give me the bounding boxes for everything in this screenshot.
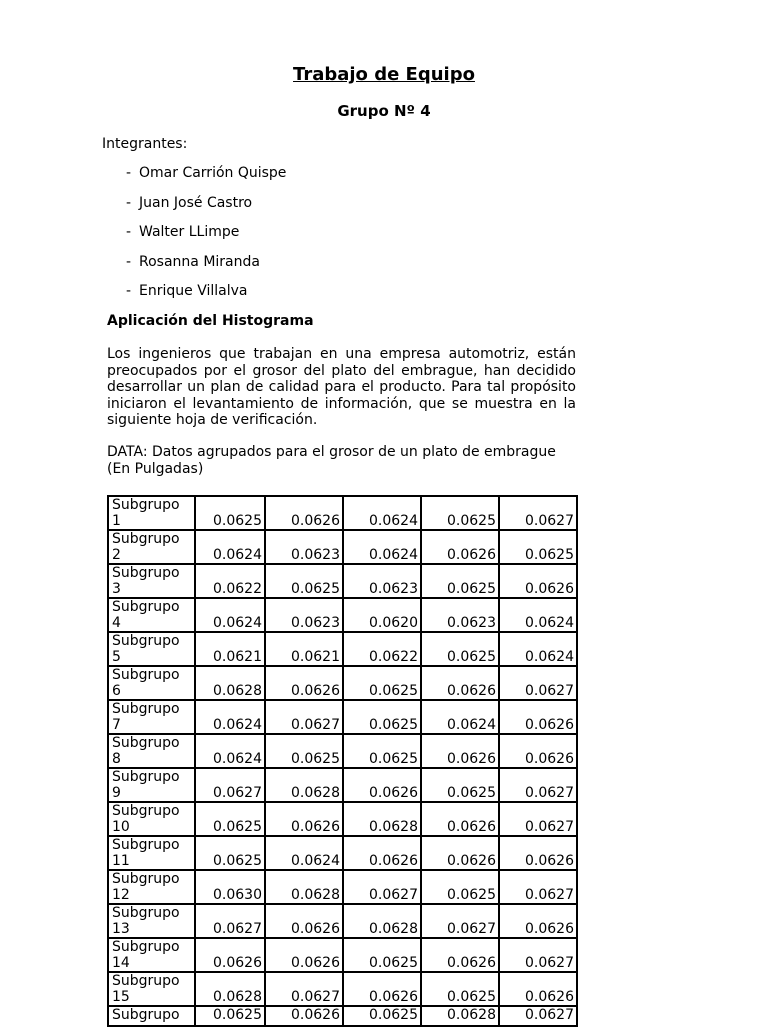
measurement-cell: 0.0626 bbox=[499, 972, 577, 1006]
measurement-cell: 0.0626 bbox=[265, 802, 343, 836]
measurement-cell: 0.0627 bbox=[499, 938, 577, 972]
measurement-cell: 0.0623 bbox=[265, 598, 343, 632]
subgroup-label: Subgrupo bbox=[112, 531, 180, 547]
measurement-cell: 0.0626 bbox=[265, 938, 343, 972]
measurement-cell: 0.0626 bbox=[421, 734, 499, 768]
table-row bbox=[108, 836, 577, 870]
subgroup-number: 4 bbox=[112, 615, 121, 631]
members-list bbox=[126, 165, 286, 313]
subgroup-label-cell bbox=[108, 1006, 195, 1026]
measurement-cell: 0.0626 bbox=[421, 802, 499, 836]
measurement-cell: 0.0626 bbox=[343, 836, 421, 870]
subgroup-label: Subgrupo bbox=[112, 837, 180, 853]
member-name: Omar Carrión Quispe bbox=[139, 165, 287, 181]
table-row bbox=[108, 768, 577, 802]
measurement-cell: 0.0627 bbox=[499, 870, 577, 904]
members-label: Integrantes: bbox=[102, 136, 188, 152]
subgroup-label: Subgrupo bbox=[112, 973, 180, 989]
measurement-cell: 0.0627 bbox=[499, 496, 577, 530]
measurement-cell: 0.0625 bbox=[421, 564, 499, 598]
measurement-cell: 0.0626 bbox=[499, 836, 577, 870]
measurement-cell: 0.0624 bbox=[265, 836, 343, 870]
subgroup-label-cell bbox=[108, 598, 195, 632]
subgroup-label-cell bbox=[108, 870, 195, 904]
measurement-cell: 0.0625 bbox=[195, 1006, 265, 1026]
subgroup-label: Subgrupo bbox=[112, 803, 180, 819]
measurement-cell: 0.0626 bbox=[499, 564, 577, 598]
measurement-cell: 0.0624 bbox=[195, 598, 265, 632]
measurement-cell: 0.0623 bbox=[343, 564, 421, 598]
measurement-cell: 0.0624 bbox=[499, 598, 577, 632]
member-item bbox=[126, 195, 286, 225]
measurement-cell: 0.0628 bbox=[343, 904, 421, 938]
measurement-cell: 0.0627 bbox=[499, 666, 577, 700]
measurement-cell: 0.0626 bbox=[265, 666, 343, 700]
measurement-cell: 0.0626 bbox=[499, 700, 577, 734]
measurement-cell: 0.0627 bbox=[195, 768, 265, 802]
measurement-cell: 0.0626 bbox=[265, 496, 343, 530]
subgroup-label-cell bbox=[108, 836, 195, 870]
subgroup-label-cell bbox=[108, 734, 195, 768]
subgroup-label-cell bbox=[108, 802, 195, 836]
measurement-cell: 0.0623 bbox=[265, 530, 343, 564]
bullet-dash: - bbox=[126, 194, 132, 211]
measurement-cell: 0.0625 bbox=[421, 632, 499, 666]
measurement-cell: 0.0624 bbox=[343, 530, 421, 564]
measurement-cell: 0.0630 bbox=[195, 870, 265, 904]
section-heading: Aplicación del Histograma bbox=[107, 313, 314, 329]
member-name: Enrique Villalva bbox=[139, 283, 248, 299]
subgroup-label: Subgrupo bbox=[112, 735, 180, 751]
measurement-cell: 0.0626 bbox=[265, 904, 343, 938]
table-row bbox=[108, 700, 577, 734]
table-row bbox=[108, 870, 577, 904]
measurement-cell: 0.0621 bbox=[195, 632, 265, 666]
measurement-cell: 0.0628 bbox=[343, 802, 421, 836]
subgroup-number: 5 bbox=[112, 649, 121, 665]
measurement-cell: 0.0622 bbox=[195, 564, 265, 598]
measurement-cell: 0.0627 bbox=[265, 972, 343, 1006]
member-item bbox=[126, 224, 286, 254]
subgroup-label: Subgrupo bbox=[112, 905, 180, 921]
subgroup-number: 1 bbox=[112, 513, 121, 529]
measurement-cell: 0.0625 bbox=[343, 734, 421, 768]
measurement-cell: 0.0626 bbox=[421, 666, 499, 700]
subgroup-label-cell bbox=[108, 530, 195, 564]
subgroup-number: 9 bbox=[112, 785, 121, 801]
subgroup-number: 14 bbox=[112, 955, 130, 971]
member-name: Rosanna Miranda bbox=[139, 253, 260, 270]
measurement-cell: 0.0627 bbox=[499, 1006, 577, 1026]
bullet-dash: - bbox=[126, 283, 132, 299]
measurement-cell: 0.0627 bbox=[265, 700, 343, 734]
subgroup-number: 3 bbox=[112, 581, 121, 597]
measurement-cell: 0.0625 bbox=[499, 530, 577, 564]
subgroup-label: Subgrupo bbox=[112, 667, 180, 683]
member-name: Walter LLimpe bbox=[139, 224, 240, 240]
measurement-cell: 0.0628 bbox=[265, 870, 343, 904]
table-row bbox=[108, 904, 577, 938]
measurement-cell: 0.0625 bbox=[421, 496, 499, 530]
subgroup-number: 13 bbox=[112, 921, 130, 937]
table-row bbox=[108, 972, 577, 1006]
data-caption: DATA: Datos agrupados para el grosor de un plato de embrague (En Pulgadas) bbox=[107, 444, 556, 477]
measurement-cell: 0.0628 bbox=[195, 666, 265, 700]
measurement-cell: 0.0620 bbox=[343, 598, 421, 632]
measurement-cell: 0.0626 bbox=[421, 836, 499, 870]
intro-paragraph: Los ingenieros que trabajan en una empresa automotriz, están preocupados por el grosor del plato del embrague, han decidido desarrollar un plan de calidad para el producto. Para tal propósito iniciaron el levantamiento de información, que se muestra en la siguiente hoja de verificación. bbox=[107, 346, 576, 428]
member-name: Juan José Castro bbox=[139, 194, 253, 211]
measurement-cell: 0.0626 bbox=[421, 530, 499, 564]
measurement-cell: 0.0627 bbox=[343, 870, 421, 904]
measurement-cell: 0.0622 bbox=[343, 632, 421, 666]
subgroup-label-cell bbox=[108, 700, 195, 734]
subgroup-label: Subgrupo bbox=[112, 599, 180, 615]
group-subtitle: Grupo Nº 4 bbox=[337, 102, 431, 120]
bullet-dash: - bbox=[126, 224, 132, 240]
table-row bbox=[108, 734, 577, 768]
measurement-cell: 0.0627 bbox=[421, 904, 499, 938]
data-table bbox=[107, 495, 578, 1027]
measurement-cell: 0.0625 bbox=[265, 564, 343, 598]
subgroup-label-cell bbox=[108, 632, 195, 666]
table-row bbox=[108, 632, 577, 666]
subgroup-label: Subgrupo bbox=[112, 939, 180, 955]
measurement-cell: 0.0628 bbox=[265, 768, 343, 802]
subgroup-number: 11 bbox=[112, 853, 130, 869]
measurement-cell: 0.0626 bbox=[421, 938, 499, 972]
table-row bbox=[108, 598, 577, 632]
subgroup-number: 15 bbox=[112, 989, 130, 1005]
measurement-cell: 0.0628 bbox=[421, 1006, 499, 1026]
measurement-cell: 0.0624 bbox=[195, 530, 265, 564]
subgroup-number: 8 bbox=[112, 751, 121, 767]
table-row bbox=[108, 530, 577, 564]
measurement-cell: 0.0625 bbox=[421, 972, 499, 1006]
subgroup-label-cell bbox=[108, 564, 195, 598]
measurement-cell: 0.0627 bbox=[499, 802, 577, 836]
subgroup-label: Subgrupo bbox=[112, 633, 180, 649]
measurement-cell: 0.0626 bbox=[343, 768, 421, 802]
measurement-cell: 0.0626 bbox=[343, 972, 421, 1006]
measurement-cell: 0.0625 bbox=[343, 938, 421, 972]
subgroup-label-cell bbox=[108, 496, 195, 530]
table-row bbox=[108, 802, 577, 836]
subgroup-label-cell bbox=[108, 904, 195, 938]
measurement-cell: 0.0625 bbox=[421, 870, 499, 904]
measurement-cell: 0.0628 bbox=[195, 972, 265, 1006]
table-row bbox=[108, 564, 577, 598]
measurement-cell: 0.0627 bbox=[499, 768, 577, 802]
subgroup-label: Subgrupo bbox=[112, 769, 180, 785]
measurement-cell: 0.0625 bbox=[195, 836, 265, 870]
subgroup-label: Subgrupo bbox=[112, 497, 180, 513]
measurement-cell: 0.0624 bbox=[421, 700, 499, 734]
subgroup-label-cell bbox=[108, 938, 195, 972]
table-row bbox=[108, 938, 577, 972]
measurement-cell: 0.0626 bbox=[499, 904, 577, 938]
measurement-cell: 0.0625 bbox=[421, 768, 499, 802]
subgroup-label-cell bbox=[108, 768, 195, 802]
bullet-dash: - bbox=[126, 165, 132, 181]
measurement-cell: 0.0621 bbox=[265, 632, 343, 666]
measurement-cell: 0.0625 bbox=[195, 802, 265, 836]
measurement-cell: 0.0627 bbox=[195, 904, 265, 938]
measurement-cell: 0.0625 bbox=[343, 700, 421, 734]
measurement-cell: 0.0624 bbox=[195, 700, 265, 734]
subgroup-number: 6 bbox=[112, 683, 121, 699]
measurement-cell: 0.0625 bbox=[195, 496, 265, 530]
measurement-cell: 0.0626 bbox=[265, 1006, 343, 1026]
subgroup-label: Subgrupo bbox=[112, 871, 180, 887]
measurement-cell: 0.0624 bbox=[499, 632, 577, 666]
member-item bbox=[126, 283, 286, 313]
subgroup-label: Subgrupo bbox=[112, 565, 180, 581]
measurement-cell: 0.0626 bbox=[499, 734, 577, 768]
measurement-cell: 0.0624 bbox=[343, 496, 421, 530]
subgroup-label-cell bbox=[108, 972, 195, 1006]
subgroup-label: Subgrupo bbox=[112, 1007, 180, 1023]
bullet-dash: - bbox=[126, 253, 132, 270]
member-item bbox=[126, 254, 286, 284]
subgroup-number: 7 bbox=[112, 717, 121, 733]
subgroup-label-cell bbox=[108, 666, 195, 700]
subgroup-number: 10 bbox=[112, 819, 130, 835]
measurement-cell: 0.0626 bbox=[195, 938, 265, 972]
member-item bbox=[126, 165, 286, 195]
measurement-cell: 0.0623 bbox=[421, 598, 499, 632]
table-row bbox=[108, 1006, 577, 1026]
measurement-cell: 0.0624 bbox=[195, 734, 265, 768]
subgroup-number: 12 bbox=[112, 887, 130, 903]
table-row bbox=[108, 496, 577, 530]
measurement-cell: 0.0625 bbox=[343, 1006, 421, 1026]
document-title: Trabajo de Equipo bbox=[293, 64, 475, 85]
subgroup-number: 2 bbox=[112, 547, 121, 563]
measurement-cell: 0.0625 bbox=[265, 734, 343, 768]
measurement-cell: 0.0625 bbox=[343, 666, 421, 700]
table-row bbox=[108, 666, 577, 700]
subgroup-label: Subgrupo bbox=[112, 701, 180, 717]
